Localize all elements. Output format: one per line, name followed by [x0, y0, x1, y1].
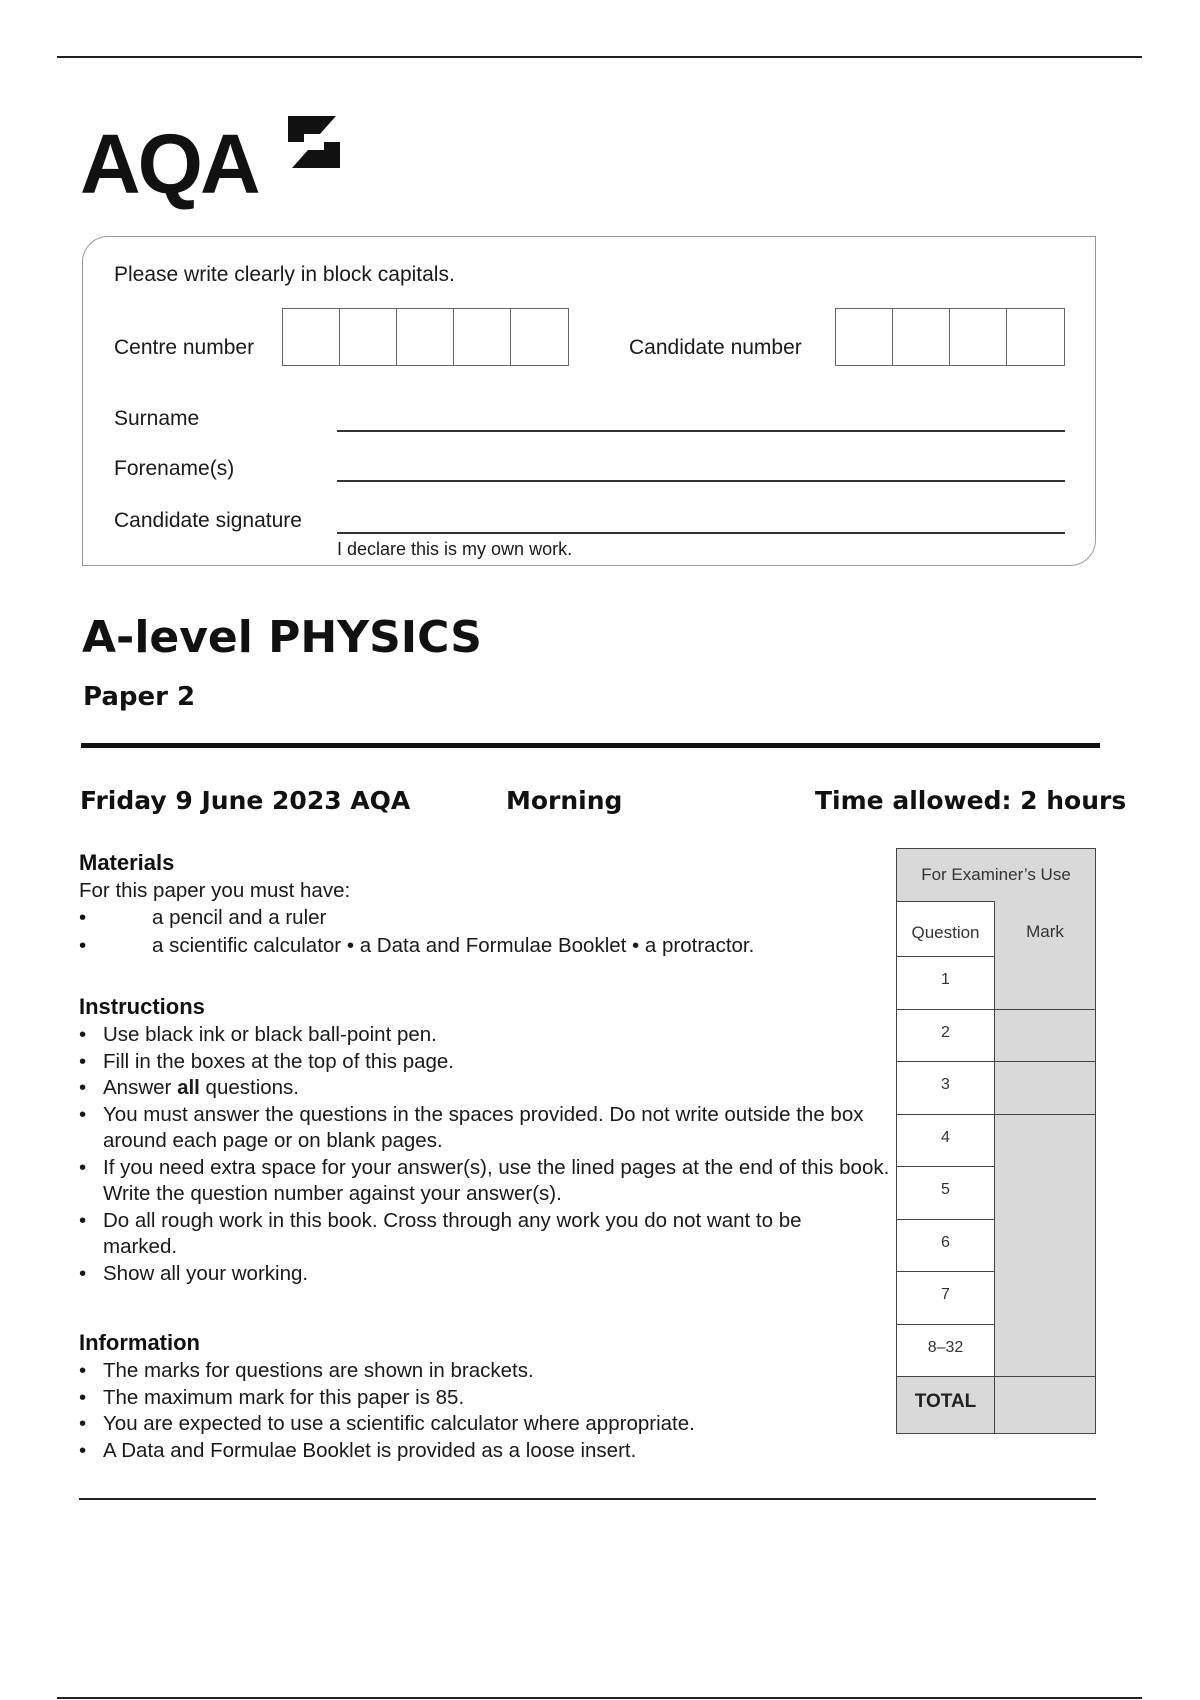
list-item: • The maximum mark for this paper is 85.	[79, 1385, 465, 1409]
candidate-details-box	[82, 236, 1096, 566]
top-rule	[57, 56, 1142, 58]
bullet: •	[79, 906, 87, 929]
centre-number-label: Centre number	[114, 336, 255, 359]
question-number-cell: 7	[897, 1271, 995, 1324]
aqa-logo-text: AQA	[80, 117, 258, 211]
mark-cell	[995, 1114, 1095, 1167]
candidate-number-label: Candidate number	[629, 336, 802, 359]
mark-cell	[995, 1009, 1095, 1062]
materials-heading: Materials	[79, 850, 175, 875]
paper-subtitle: Paper 2	[83, 682, 196, 712]
list-item: • Show all your working.	[79, 1261, 309, 1285]
instructions-heading: Instructions	[79, 994, 205, 1019]
total-mark-cell	[995, 1376, 1095, 1433]
forenames-field[interactable]	[337, 480, 1065, 482]
question-number-cell: 5	[897, 1166, 995, 1219]
candidate-number-digit[interactable]	[950, 309, 1007, 365]
list-item: • Answer all questions.	[79, 1076, 300, 1099]
centre-number-digit[interactable]	[511, 309, 568, 365]
declaration-text: I declare this is my own work.	[337, 539, 573, 559]
title-divider	[81, 743, 1100, 748]
question-number-cell: 8–32	[897, 1324, 995, 1377]
centre-number-digit[interactable]	[283, 309, 340, 365]
question-number-cell: 4	[897, 1114, 995, 1167]
examiner-table-title: For Examiner’s Use	[921, 865, 1071, 884]
list-item: • You are expected to use a scientific calculator where appropriate.	[79, 1412, 695, 1435]
signature-field[interactable]	[337, 532, 1065, 534]
examiner-use-table	[896, 848, 1096, 1434]
instructions-list	[79, 1022, 899, 1287]
information-list	[79, 1358, 899, 1464]
information-divider	[79, 1498, 1096, 1500]
list-item: • Use black ink or black ball-point pen.	[79, 1023, 437, 1046]
centre-number-field[interactable]	[282, 308, 569, 366]
bottom-rule	[57, 1697, 1142, 1699]
centre-number-digit[interactable]	[340, 309, 397, 365]
surname-field[interactable]	[337, 430, 1065, 432]
list-item: • Fill in the boxes at the top of this page.	[79, 1049, 454, 1073]
question-number-cell: 2	[897, 1009, 995, 1062]
aqa-logo-mark-icon	[284, 112, 344, 174]
list-item: • The marks for questions are shown in brackets.	[79, 1359, 534, 1382]
exam-session: Morning	[506, 786, 623, 815]
forenames-label: Forename(s)	[114, 457, 235, 480]
question-number-cell: 6	[897, 1219, 995, 1272]
list-item: • If you need extra space for your answer(s), use the lined pages at the end of this book. Write the question number against your answer(s).	[79, 1155, 890, 1205]
surname-label: Surname	[114, 407, 200, 430]
list-item: • You must answer the questions in the spaces provided. Do not write outside the box around each page or on blank pages.	[79, 1102, 864, 1152]
aqa-logo	[80, 112, 350, 212]
mark-cell	[995, 1061, 1095, 1114]
signature-label: Candidate signature	[114, 509, 302, 532]
question-column-header: Question	[897, 901, 995, 957]
materials-item: a scientific calculator • a Data and Formulae Booklet • a protractor.	[152, 934, 755, 957]
page-title: A-level PHYSICS	[82, 612, 482, 663]
information-heading: Information	[79, 1330, 200, 1355]
exam-date: Friday 9 June 2023 AQA	[80, 786, 411, 815]
question-number-cell: 3	[897, 1061, 995, 1114]
centre-number-digit[interactable]	[454, 309, 511, 365]
time-allowed: Time allowed: 2 hours	[815, 786, 1127, 815]
mark-column-header: Mark	[1026, 922, 1064, 941]
candidate-number-field[interactable]	[835, 308, 1065, 366]
list-item: • Do all rough work in this book. Cross through any work you do not want to be marked.	[79, 1208, 802, 1258]
centre-number-digit[interactable]	[397, 309, 454, 365]
total-label: TOTAL	[897, 1376, 995, 1433]
question-number-cell: 1	[897, 956, 995, 1009]
candidate-number-digit[interactable]	[893, 309, 950, 365]
bullet: •	[79, 934, 87, 957]
materials-item: a pencil and a ruler	[152, 906, 327, 929]
materials-intro: For this paper you must have:	[79, 879, 351, 902]
candidate-number-digit[interactable]	[1007, 309, 1064, 365]
block-capitals-instruction: Please write clearly in block capitals.	[114, 263, 455, 286]
candidate-number-digit[interactable]	[836, 309, 893, 365]
list-item: • A Data and Formulae Booklet is provided as a loose insert.	[79, 1438, 637, 1462]
